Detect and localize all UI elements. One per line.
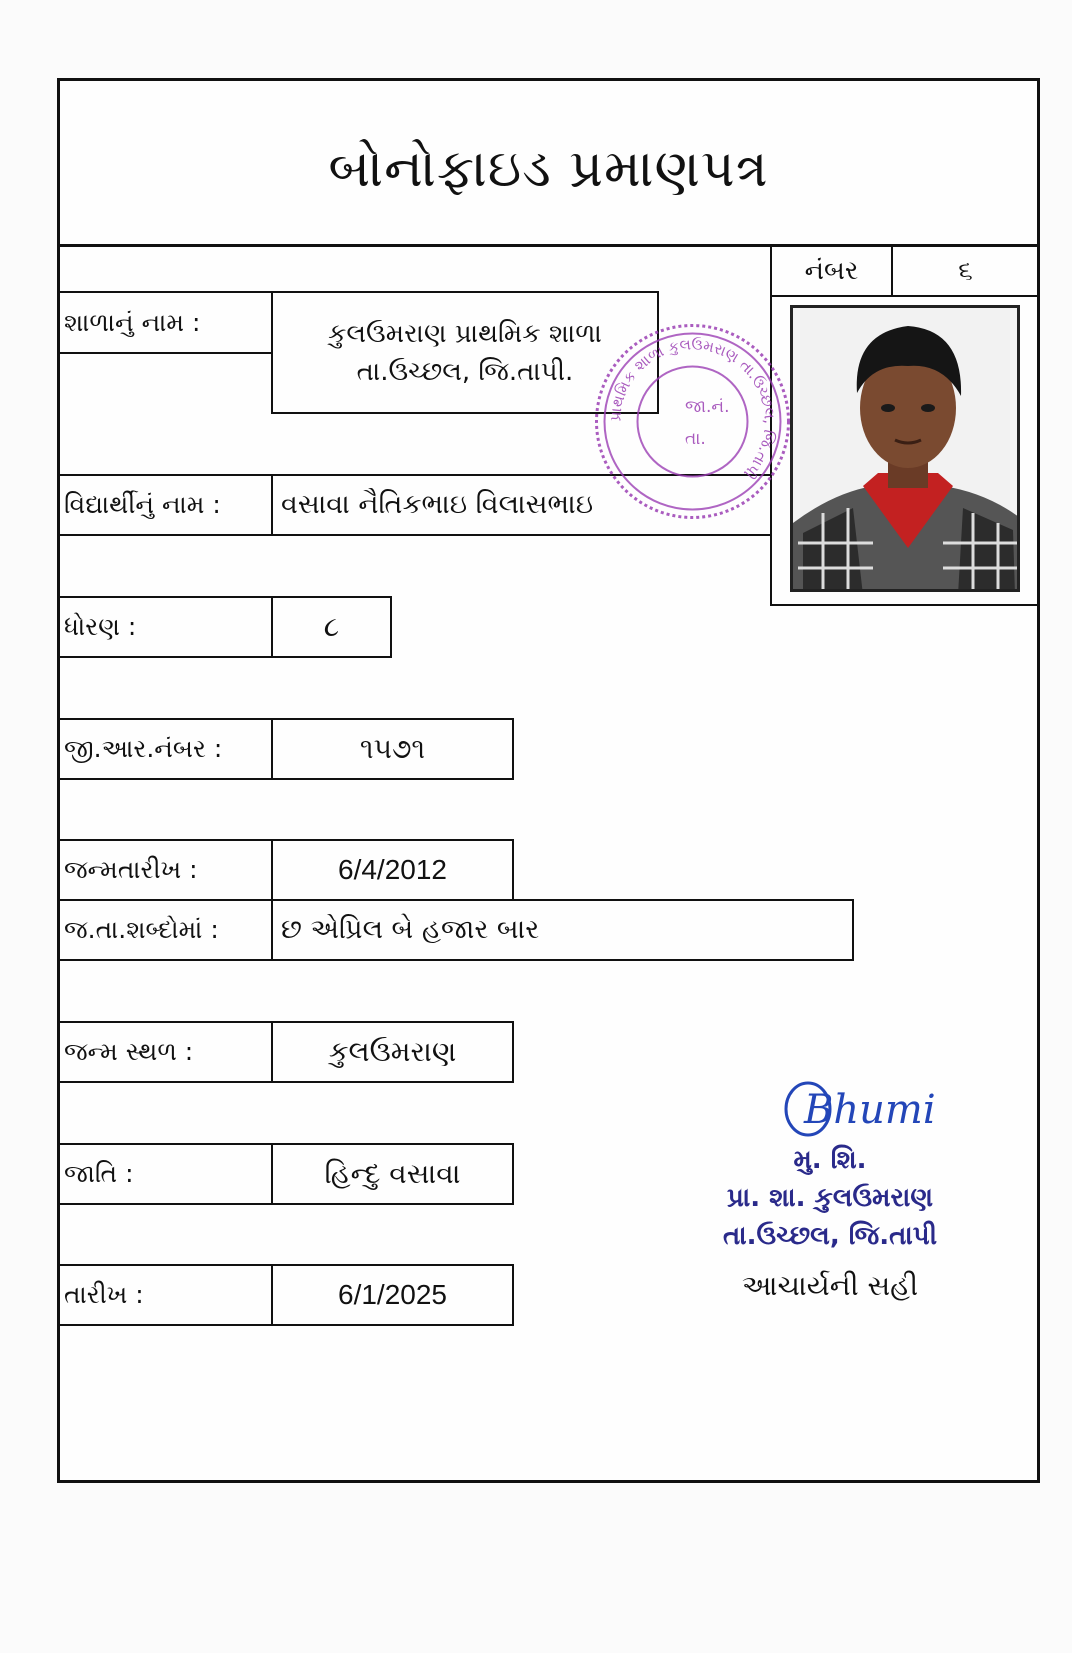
date-label: તારીખ : xyxy=(60,1264,273,1326)
photo-frame xyxy=(770,295,1040,606)
student-photo xyxy=(790,305,1020,592)
school-label: શાળાનું નામ : xyxy=(60,291,273,354)
dob-label: જન્મતારીખ : xyxy=(60,839,273,901)
school-stamp xyxy=(590,319,795,524)
student-name-label: વિદ્યાર્થીનું નામ : xyxy=(60,474,273,536)
school-address: તા.ઉચ્છલ, જિ.તાપી. xyxy=(356,356,574,387)
dob-words-value: છ એપ્રિલ બે હજાર બાર xyxy=(271,899,854,961)
birthplace-value: કુલઉમરાણ xyxy=(271,1021,514,1083)
caste-value: હિન્દુ વસાવા xyxy=(271,1143,514,1205)
certificate-title: બોનોફાઇડ પ્રમાણપત્ર xyxy=(328,138,769,199)
number-label: નંબર xyxy=(770,245,893,297)
birthplace-label: જન્મ સ્થળ : xyxy=(60,1021,273,1083)
school-name: કુલઉમરાણ પ્રાથમિક શાળા xyxy=(328,318,602,349)
signature-scribble: Bhumi xyxy=(804,1087,936,1133)
stamp-text: પ્રાથમિક શાળા કુલઉમરાણ તા.ઉચ્છલ, જિ.તાપી xyxy=(606,335,779,483)
caste-label: જાતિ : xyxy=(60,1143,273,1205)
seal-line-designation: મુ. શિ. xyxy=(793,1145,867,1175)
student-name-value: વસાવા નૈતિકભાઇ વિલાસભાઇ xyxy=(271,474,772,536)
dob-value: 6/4/2012 xyxy=(271,839,514,901)
stamp-date: તા. xyxy=(685,429,706,449)
dob-words-label: જ.તા.શબ્દોમાં : xyxy=(60,899,273,961)
gr-number-value: ૧૫૭૧ xyxy=(271,718,514,780)
stamp-inward-no: જા.નં. xyxy=(685,397,730,417)
seal-line-school: પ્રા. શા. કુલઉમરાણ xyxy=(726,1183,934,1213)
principal-signature-caption: આચાર્યની સહી xyxy=(741,1269,919,1302)
number-value: ૬ xyxy=(891,245,1040,297)
principal-seal-text xyxy=(680,1141,980,1255)
standard-label: ધોરણ : xyxy=(60,596,273,658)
gr-number-label: જી.આર.નંબર : xyxy=(60,718,273,780)
seal-line-address: તા.ઉચ્છલ, જિ.તાપી xyxy=(722,1221,938,1251)
principal-signature xyxy=(760,1071,940,1143)
standard-value: ૮ xyxy=(271,596,392,658)
bonafide-certificate xyxy=(57,78,1040,1483)
date-value: 6/1/2025 xyxy=(271,1264,514,1326)
